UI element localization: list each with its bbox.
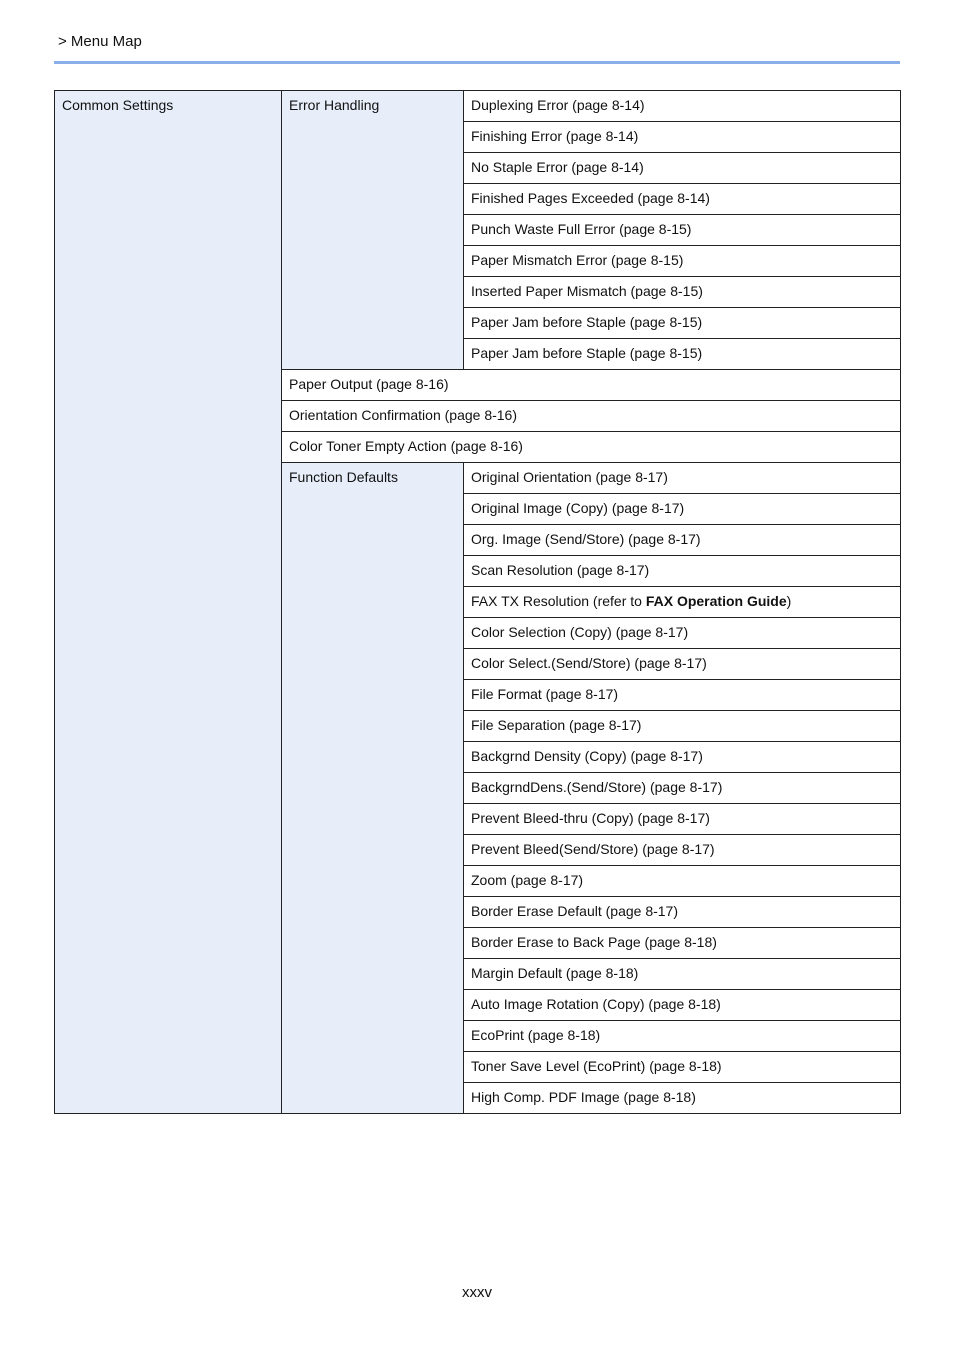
menu-item[interactable]: Auto Image Rotation (Copy) (page 8-18) — [464, 990, 901, 1021]
menu-item-paper-output[interactable]: Paper Output (page 8-16) — [282, 370, 901, 401]
fax-item-suffix: ) — [786, 593, 792, 609]
category-common-settings: Common Settings — [55, 91, 282, 1114]
subcategory-error-handling: Error Handling — [282, 91, 464, 370]
menu-item[interactable]: Org. Image (Send/Store) (page 8-17) — [464, 525, 901, 556]
menu-item[interactable]: Color Selection (Copy) (page 8-17) — [464, 618, 901, 649]
menu-map-table — [54, 90, 901, 1114]
menu-item[interactable]: File Separation (page 8-17) — [464, 711, 901, 742]
fax-operation-guide-reference[interactable]: FAX Operation Guide — [645, 593, 787, 609]
menu-item[interactable]: Prevent Bleed(Send/Store) (page 8-17) — [464, 835, 901, 866]
menu-item[interactable]: Punch Waste Full Error (page 8-15) — [464, 215, 901, 246]
menu-item-color-toner-empty-action[interactable]: Color Toner Empty Action (page 8-16) — [282, 432, 901, 463]
menu-item[interactable]: Finishing Error (page 8-14) — [464, 122, 901, 153]
menu-item[interactable]: Backgrnd Density (Copy) (page 8-17) — [464, 742, 901, 773]
table-row — [55, 91, 901, 122]
menu-item[interactable]: Paper Jam before Staple (page 8-15) — [464, 308, 901, 339]
menu-item[interactable]: Margin Default (page 8-18) — [464, 959, 901, 990]
fax-item-prefix: FAX TX Resolution (refer to — [471, 593, 646, 609]
menu-item[interactable]: Scan Resolution (page 8-17) — [464, 556, 901, 587]
menu-item[interactable]: Inserted Paper Mismatch (page 8-15) — [464, 277, 901, 308]
menu-item[interactable]: No Staple Error (page 8-14) — [464, 153, 901, 184]
menu-item[interactable]: BackgrndDens.(Send/Store) (page 8-17) — [464, 773, 901, 804]
menu-item[interactable]: High Comp. PDF Image (page 8-18) — [464, 1083, 901, 1114]
menu-item[interactable]: Original Image (Copy) (page 8-17) — [464, 494, 901, 525]
menu-item[interactable]: Zoom (page 8-17) — [464, 866, 901, 897]
subcategory-function-defaults: Function Defaults — [282, 463, 464, 1114]
menu-item[interactable]: Paper Mismatch Error (page 8-15) — [464, 246, 901, 277]
header-divider — [54, 61, 900, 64]
menu-item-orientation-confirmation[interactable]: Orientation Confirmation (page 8-16) — [282, 401, 901, 432]
menu-item-fax-tx-resolution[interactable] — [464, 587, 901, 618]
menu-item[interactable]: EcoPrint (page 8-18) — [464, 1021, 901, 1052]
menu-item[interactable]: Border Erase Default (page 8-17) — [464, 897, 901, 928]
menu-item[interactable]: Duplexing Error (page 8-14) — [464, 91, 901, 122]
menu-item[interactable]: Toner Save Level (EcoPrint) (page 8-18) — [464, 1052, 901, 1083]
menu-item[interactable]: Border Erase to Back Page (page 8-18) — [464, 928, 901, 959]
menu-item[interactable]: Paper Jam before Staple (page 8-15) — [464, 339, 901, 370]
menu-item[interactable]: File Format (page 8-17) — [464, 680, 901, 711]
menu-item[interactable]: Prevent Bleed-thru (Copy) (page 8-17) — [464, 804, 901, 835]
menu-item[interactable]: Finished Pages Exceeded (page 8-14) — [464, 184, 901, 215]
menu-item[interactable]: Original Orientation (page 8-17) — [464, 463, 901, 494]
page-number: xxxv — [462, 1284, 492, 1301]
breadcrumb: > Menu Map — [58, 33, 142, 50]
menu-item[interactable]: Color Select.(Send/Store) (page 8-17) — [464, 649, 901, 680]
